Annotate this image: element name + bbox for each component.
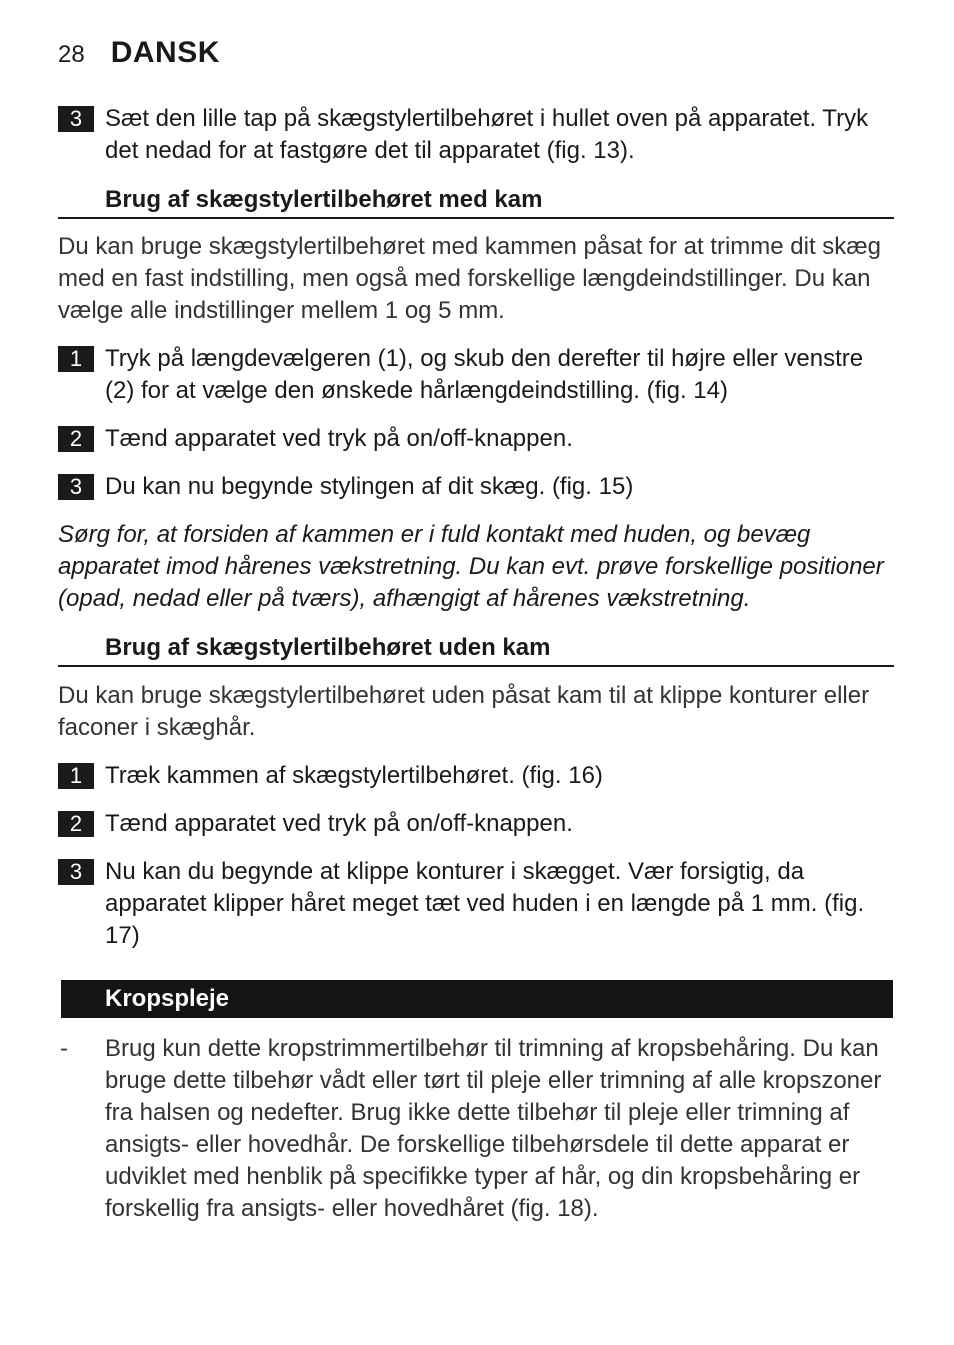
body-care-bullet — [58, 1033, 894, 1225]
step-number-badge: 3 — [58, 106, 94, 132]
step-number-badge: 2 — [58, 811, 94, 837]
language-title: DANSK — [110, 36, 220, 69]
without-comb-step-2 — [58, 808, 894, 840]
with-comb-step-3 — [58, 471, 894, 503]
step-text: Træk kammen af skægstylertilbehøret. (fig. 16) — [105, 762, 603, 789]
step-text: Sæt den lille tap på skægstylertilbehøret i hullet oven på apparatet. Tryk det nedad for at fastgøre det til apparatet (fig. 13). — [105, 105, 869, 164]
section-heading-text: Kropspleje — [105, 985, 230, 1012]
bullet-marker: - — [60, 1035, 68, 1062]
step-text: Tænd apparatet ved tryk på on/off-knappen. — [105, 425, 573, 452]
section-heading-text: Brug af skægstylertilbehøret uden kam — [105, 634, 551, 661]
step-number-badge: 3 — [58, 474, 94, 500]
step-text: Tænd apparatet ved tryk på on/off-knappen. — [105, 810, 573, 837]
page-header — [58, 36, 220, 70]
without-comb-step-3 — [58, 856, 894, 952]
section-heading-body-care — [61, 980, 893, 1018]
step-number-badge: 2 — [58, 426, 94, 452]
page-number: 28 — [58, 41, 85, 68]
section-heading-with-comb — [58, 185, 894, 219]
with-comb-note: Sørg for, at forsiden af kammen er i fuld kontakt med huden, og bevæg apparatet imod hårenes vækstretning. Du kan evt. prøve forskellige positioner (opad, nedad eller på tværs), afhængigt af hårenes vækstretning. — [58, 521, 884, 612]
without-comb-step-1 — [58, 760, 894, 792]
step-number-badge: 3 — [58, 859, 94, 885]
step-text: Tryk på længdevælgeren (1), og skub den derefter til højre eller venstre (2) for at vælge den ønskede hårlængdeindstilling. (fig. 14) — [105, 345, 864, 404]
intro-step — [58, 103, 894, 167]
with-comb-step-2 — [58, 423, 894, 455]
with-comb-intro: Du kan bruge skægstylertilbehøret med kammen påsat for at trimme dit skæg med en fast indstilling, men også med forskellige længdeindstillinger. Du kan vælge alle indstillinger mellem 1 og 5 mm. — [58, 233, 881, 324]
step-text: Nu kan du begynde at klippe konturer i skægget. Vær forsigtig, da apparatet klipper håret meget tæt ved huden i en længde på 1 mm. (fig. 17) — [105, 858, 865, 949]
step-number-badge: 1 — [58, 346, 94, 372]
step-text: Du kan nu begynde stylingen af dit skæg. (fig. 15) — [105, 473, 634, 500]
with-comb-step-1 — [58, 343, 894, 407]
without-comb-intro: Du kan bruge skægstylertilbehøret uden påsat kam til at klippe konturer eller faconer i skæghår. — [58, 682, 870, 741]
bullet-text: Brug kun dette kropstrimmertilbehør til trimning af kropsbehåring. Du kan bruge dette tilbehør vådt eller tørt til pleje eller trimning af alle kropszoner fra halsen og nedefter. Brug ikke dette tilbehør til pleje eller trimning af ansigts- eller hovedhår. De forskellige tilbehørsdele til dette apparat er udviklet med henblik på specifikke typer af hår, og din kropsbehåring er forskellig fra ansigts- eller hovedhåret (fig. 18). — [105, 1035, 882, 1222]
step-number-badge: 1 — [58, 763, 94, 789]
section-heading-without-comb — [58, 633, 894, 667]
section-heading-text: Brug af skægstylertilbehøret med kam — [105, 186, 543, 213]
